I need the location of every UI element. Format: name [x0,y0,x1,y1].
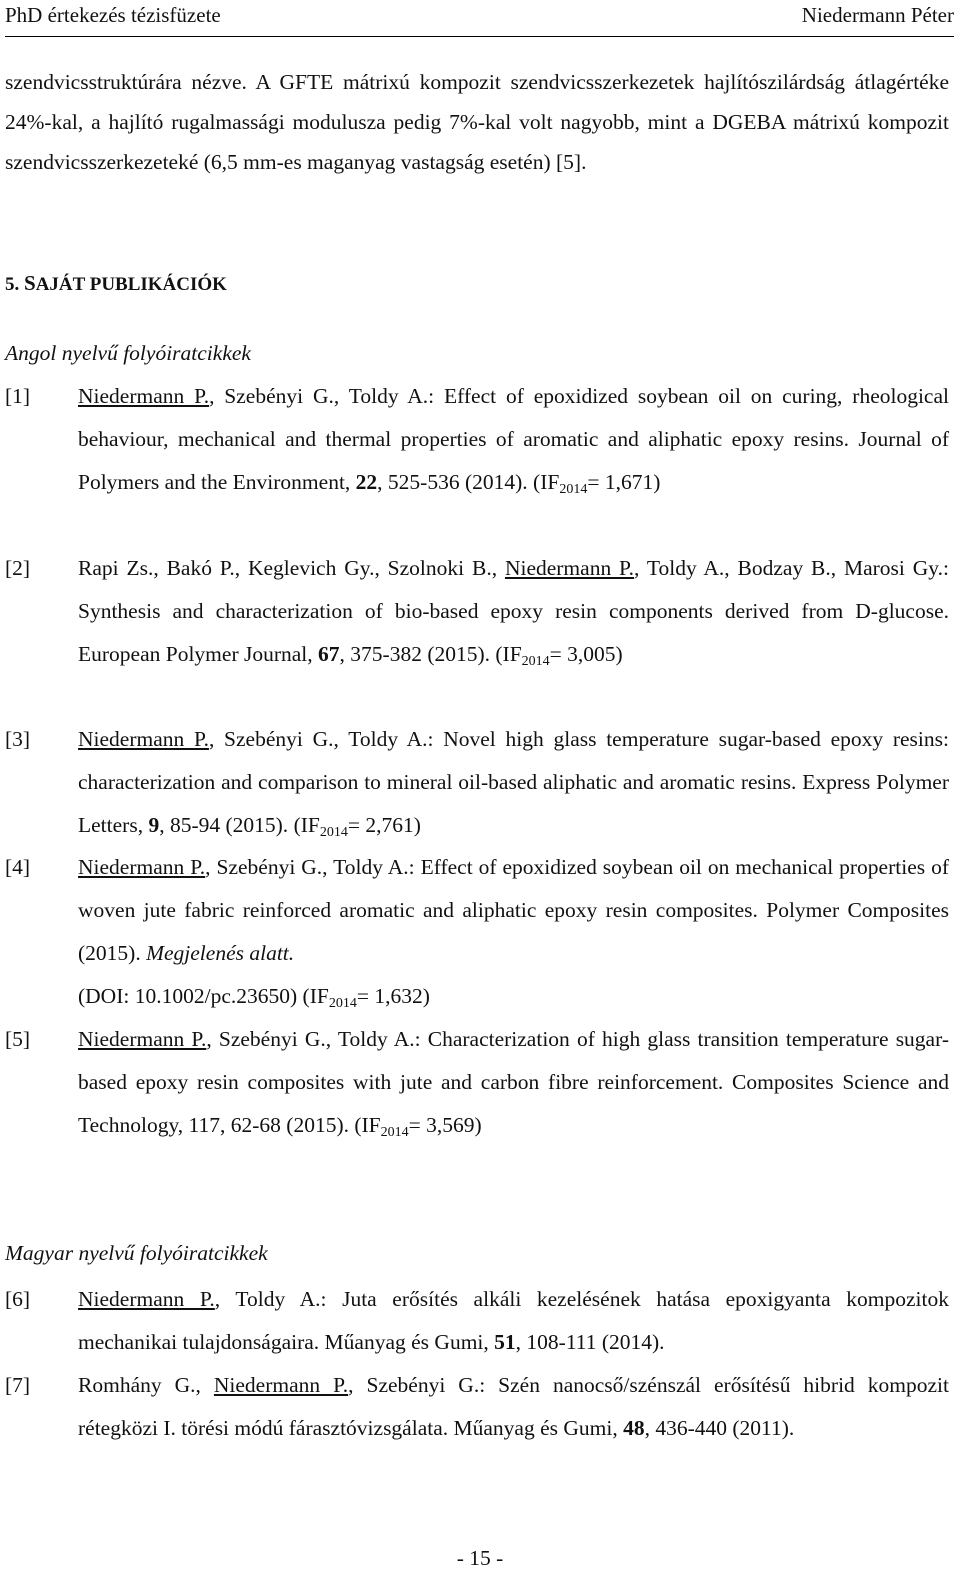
co-authors: , Szebényi G., Toldy A. [209,384,429,408]
reference-6 [5,1278,949,1364]
impact-factor: $(IF_{2014}= 1,671)$ [533,470,661,497]
doi: (DOI: 10.1002/pc.23650) [78,984,303,1008]
reference-number: [4] [5,855,31,879]
reference-3 [5,718,949,854]
section-title-initial: S [24,271,36,295]
section-title-rest: AJÁT PUBLIKÁCIÓK [35,274,227,295]
reference-number: [2] [5,556,31,580]
hungarian-journals-heading: Magyar nyelvű folyóiratcikkek [5,1241,268,1265]
volume: 9 [148,813,160,837]
english-journals-heading: Angol nyelvű folyóiratcikkek [5,341,251,365]
section-number: 5. [5,274,24,295]
co-authors: , Szebényi G. [348,1373,480,1397]
reference-text [78,1018,949,1154]
author-highlight: Niedermann P. [78,1027,207,1051]
intro-text: szendvicsstruktúrára nézve. A GFTE mátrixú kompozit szendvicsszerkezetek hajlítószilárdság átlagértéke 24%-kal, a hajlító rugalmassági modulusza pedig 7%-kal volt nagyobb, mint a DGEBA mátrixú kompozit szendvicsszerkezeteké (6,5 mm-es maganyag vastagság esetén) [5]. [5,70,949,174]
volume: 48 [623,1416,645,1440]
author-highlight: Niedermann P. [213,1373,349,1397]
reference-number: [1] [5,384,31,408]
reference-text [78,1364,949,1450]
co-authors: , Szebényi G., Toldy A. [206,1027,415,1051]
author-highlight: Niedermann P. [78,1287,215,1311]
article-title: : Juta erősítés alkáli kezelésének hatása epoxigyanta kompozitok mechanikai tulajdonságaira. Műanyag és Gumi, [78,1287,949,1354]
co-authors: , Szebényi G., Toldy A. [208,727,428,751]
reference-text [78,718,949,854]
reference-number: [3] [5,727,31,751]
header-thesis-title: PhD értekezés tézisfüzete [5,3,221,27]
reference-number: [5] [5,1027,31,1051]
article-title: : Effect of epoxidized soybean oil on mechanical properties of woven jute fabric reinforced aromatic and aliphatic epoxy resin composites. Polymer Composites (2015). [78,855,949,965]
article-title: : Effect of epoxidized soybean oil on curing, rheological behaviour, mechanical and thermal properties of aromatic and aliphatic epoxy resins. Journal of Polymers and the Environment, [78,384,949,494]
reference-text [78,375,949,511]
article-title: : Szén nanocső/szénszál erősítésű hibrid kompozit rétegközi I. törési módú fárasztóvizsgálata. Műanyag és Gumi, [78,1373,950,1440]
reference-number: [7] [5,1373,31,1397]
page-header [5,0,954,37]
author-highlight: Niedermann P. [78,727,209,751]
volume: 51 [494,1330,516,1354]
reference-4 [5,846,949,1025]
reference-text [78,1278,949,1364]
pages-year: , 108-111 (2014). [515,1330,665,1354]
intro-paragraph [5,62,949,182]
volume: 67 [318,642,340,666]
volume: 22 [355,470,378,494]
publication-status: Megjelenés alatt. [146,941,295,965]
page-number: - 15 - [456,1546,504,1570]
author-highlight: Niedermann P. [504,556,635,580]
co-authors: Romhány G., [78,1373,214,1397]
pages-year: , 375-382 (2015). [339,642,496,666]
reference-1 [5,375,949,511]
impact-factor: $(IF_{2014}= 3,569)$ [354,1113,482,1140]
reference-7 [5,1364,949,1450]
co-authors: , Toldy A., Bodzay B., Marosi Gy. [634,556,944,580]
header-author: Niedermann Péter [801,3,954,27]
reference-2 [5,547,949,683]
co-authors: , Toldy A. [214,1287,321,1311]
pages-year: , 85-94 (2015). [159,813,294,837]
reference-text [78,547,949,683]
author-highlight: Niedermann P. [78,855,206,879]
section-heading [5,268,227,300]
reference-5 [5,1018,949,1154]
pages-year: , 436-440 (2011). [644,1416,795,1440]
reference-number: [6] [5,1287,31,1311]
article-title: : Characterization of high glass transition temperature sugar-based epoxy resin composites with jute and carbon fibre reinforcement. Composites Science and Technology, 117, 62-68 (2015). [78,1027,949,1137]
article-title: : Synthesis and characterization of bio-based epoxy resin components derived from D-glucose. European Polymer Journal, [78,556,949,666]
reference-text [78,846,949,1025]
article-title: : Novel high glass temperature sugar-based epoxy resins: characterization and comparison to mineral oil-based aliphatic and aromatic resins. Express Polymer Letters, [78,727,949,837]
impact-factor: $(IF_{2014}= 1,632)$ [302,984,430,1011]
co-authors: Rapi Zs., Bakó P., Keglevich Gy., Szolnoki B., [78,556,505,580]
author-highlight: Niedermann P. [78,384,210,408]
impact-factor: $(IF_{2014}= 3,005)$ [495,642,623,669]
pages-year: , 525-536 (2014). [377,470,534,494]
impact-factor: $(IF_{2014}= 2,761)$ [293,813,421,840]
co-authors: , Szebényi G., Toldy A. [205,855,409,879]
